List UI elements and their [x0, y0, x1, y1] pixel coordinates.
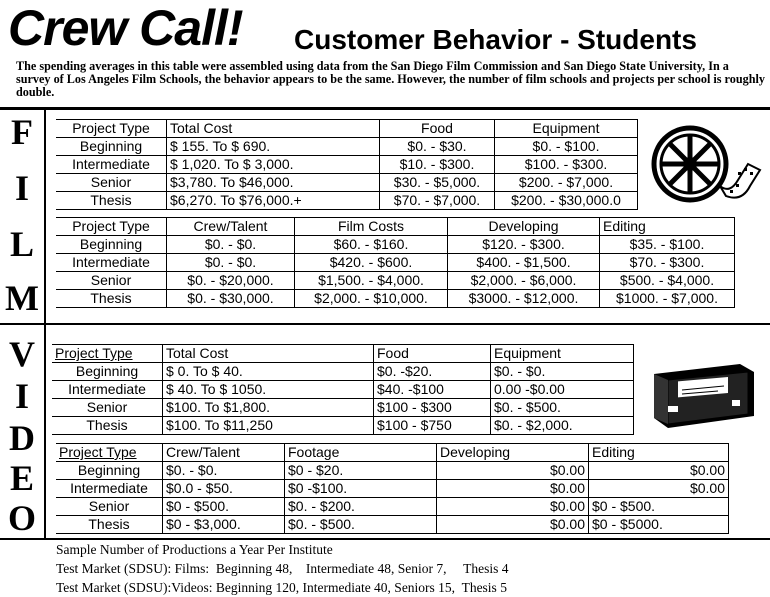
video-letter-v: V — [9, 334, 35, 374]
video-cost-table — [52, 344, 634, 435]
table-cell: Intermediate — [56, 254, 167, 272]
table-cell: $500. - $4,000. — [600, 272, 735, 290]
table-cell: $0. - $0. — [491, 363, 634, 381]
table-header: Project Type — [56, 120, 167, 138]
table-cell: $30. - $5,000. — [380, 174, 495, 192]
table-cell: $400. - $1,500. — [448, 254, 600, 272]
table-cell: $0.00 — [437, 462, 589, 480]
footer-notes — [56, 540, 509, 597]
page-title: Crew Call! — [8, 0, 243, 56]
film-production-table — [56, 217, 735, 308]
film-reel-icon — [650, 124, 765, 208]
table-cell: $0. - $0. — [167, 236, 295, 254]
table-cell: $0.00 — [589, 462, 729, 480]
table-row — [56, 174, 638, 192]
table-row — [56, 462, 729, 480]
table-cell: $0 -$100. — [285, 480, 437, 498]
table-cell: $35. - $100. — [600, 236, 735, 254]
table-cell: $2,000. - $6,000. — [448, 272, 600, 290]
table-cell: $0. - $20,000. — [167, 272, 295, 290]
table-cell: $0 - $5000. — [589, 516, 729, 534]
table-header: Editing — [600, 218, 735, 236]
video-letter-d: D — [9, 418, 35, 458]
table-header: Total Cost — [167, 120, 380, 138]
table-cell: $0. - $100. — [495, 138, 638, 156]
table-header: Project Type — [56, 444, 163, 462]
table-row — [56, 192, 638, 210]
table-cell: $100. To $11,250 — [163, 417, 374, 435]
table-cell: $0. - $200. — [285, 498, 437, 516]
table-cell: $10. - $300. — [380, 156, 495, 174]
table-row — [56, 272, 735, 290]
table-header: Film Costs — [295, 218, 448, 236]
table-cell: 0.00 -$0.00 — [491, 381, 634, 399]
video-letter-i: I — [14, 376, 29, 416]
film-letter-m: M — [5, 278, 39, 318]
table-cell: $200. - $30,000.0 — [495, 192, 638, 210]
table-header: Equipment — [495, 120, 638, 138]
film-letter-i: I — [14, 168, 29, 208]
table-cell: $0. - $30. — [380, 138, 495, 156]
table-row — [52, 417, 634, 435]
table-row — [56, 480, 729, 498]
table-cell: $ 155. To $ 690. — [167, 138, 380, 156]
film-letter-f: F — [11, 112, 33, 152]
intro-paragraph: The spending averages in this table were assembled using data from the San Diego Film Commission and San Diego State University, In a survey of Los Angeles Film Schools, the behavior appears to be the same. However, the number of film schools and projects per school is roughly double. — [16, 59, 765, 99]
table-cell: Thesis — [56, 290, 167, 308]
footer-line-1: Sample Number of Productions a Year Per Institute — [56, 542, 333, 557]
table-header: Project Type — [56, 218, 167, 236]
table-header: Developing — [437, 444, 589, 462]
table-header: Footage — [285, 444, 437, 462]
table-cell: Senior — [56, 174, 167, 192]
table-cell: $0. - $0. — [163, 462, 285, 480]
table-cell: $0. - $500. — [491, 399, 634, 417]
table-cell: Thesis — [52, 417, 163, 435]
table-cell: Senior — [52, 399, 163, 417]
table-cell: $2,000. - $10,000. — [295, 290, 448, 308]
table-row — [56, 236, 735, 254]
table-row — [56, 254, 735, 272]
table-cell: $60. - $160. — [295, 236, 448, 254]
table-cell: $0.0 - $50. — [163, 480, 285, 498]
table-cell: $0. - $0. — [167, 254, 295, 272]
table-cell: $0.00 — [437, 516, 589, 534]
table-cell: $0 - $500. — [589, 498, 729, 516]
table-row — [52, 399, 634, 417]
table-cell: $3000. - $12,000. — [448, 290, 600, 308]
table-cell: $100 - $300 — [374, 399, 491, 417]
table-cell: Thesis — [56, 516, 163, 534]
table-row — [52, 363, 634, 381]
table-cell: $0. - $30,000. — [167, 290, 295, 308]
table-cell: $1000. - $7,000. — [600, 290, 735, 308]
table-cell: Beginning — [56, 462, 163, 480]
table-cell: $0 - $500. — [163, 498, 285, 516]
table-row — [56, 498, 729, 516]
table-row — [52, 381, 634, 399]
table-cell: Beginning — [56, 236, 167, 254]
table-cell: $70. - $300. — [600, 254, 735, 272]
table-row — [56, 516, 729, 534]
film-letter-l: L — [9, 224, 34, 264]
video-letter-o: O — [7, 498, 36, 538]
table-cell: $100 - $750 — [374, 417, 491, 435]
table-cell: Intermediate — [56, 480, 163, 498]
video-production-table — [56, 443, 729, 534]
table-cell: $6,270. To $76,000.+ — [167, 192, 380, 210]
footer-line-3: Test Market (SDSU):Videos: Beginning 120, Intermediate 40, Seniors 15, Thesis 5 — [56, 580, 507, 595]
top-divider — [0, 107, 770, 110]
table-cell: $ 40. To $ 1050. — [163, 381, 374, 399]
table-cell: $200. - $7,000. — [495, 174, 638, 192]
table-cell: Beginning — [52, 363, 163, 381]
table-cell: $1,500. - $4,000. — [295, 272, 448, 290]
film-cost-table — [56, 119, 638, 210]
table-header: Editing — [589, 444, 729, 462]
page-subtitle: Customer Behavior - Students — [294, 24, 697, 55]
table-cell: Intermediate — [52, 381, 163, 399]
table-cell: $0. - $500. — [285, 516, 437, 534]
table-cell: Senior — [56, 498, 163, 516]
table-cell: Intermediate — [56, 156, 167, 174]
table-cell: $0.00 — [437, 480, 589, 498]
table-cell: Thesis — [56, 192, 167, 210]
table-cell: $0.00 — [589, 480, 729, 498]
table-cell: $3,780. To $46,000. — [167, 174, 380, 192]
middle-divider — [0, 323, 770, 325]
table-row — [56, 156, 638, 174]
table-cell: $40. -$100 — [374, 381, 491, 399]
table-cell: $0. -$20. — [374, 363, 491, 381]
table-header: Food — [374, 345, 491, 363]
table-cell: $120. - $300. — [448, 236, 600, 254]
footer-line-2: Test Market (SDSU): Films: Beginning 48, Intermediate 48, Senior 7, Thesis 4 — [56, 561, 509, 576]
table-cell: $0 - $20. — [285, 462, 437, 480]
table-header: Equipment — [491, 345, 634, 363]
table-cell: $ 1,020. To $ 3,000. — [167, 156, 380, 174]
table-cell: $ 0. To $ 40. — [163, 363, 374, 381]
table-header: Crew/Talent — [163, 444, 285, 462]
table-cell: Senior — [56, 272, 167, 290]
table-row — [56, 138, 638, 156]
table-header: Crew/Talent — [167, 218, 295, 236]
table-cell: Beginning — [56, 138, 167, 156]
video-letter-e: E — [9, 458, 34, 498]
table-cell: $0 - $3,000. — [163, 516, 285, 534]
table-header: Food — [380, 120, 495, 138]
table-header: Total Cost — [163, 345, 374, 363]
table-header: Project Type — [52, 345, 163, 363]
table-row — [56, 290, 735, 308]
table-cell: $0. - $2,000. — [491, 417, 634, 435]
table-cell: $0.00 — [437, 498, 589, 516]
videocassette-icon — [648, 360, 760, 432]
table-cell: $100. To $1,800. — [163, 399, 374, 417]
table-header: Developing — [448, 218, 600, 236]
table-cell: $420. - $600. — [295, 254, 448, 272]
table-cell: $100. - $300. — [495, 156, 638, 174]
side-divider — [44, 108, 46, 538]
table-cell: $70. - $7,000. — [380, 192, 495, 210]
